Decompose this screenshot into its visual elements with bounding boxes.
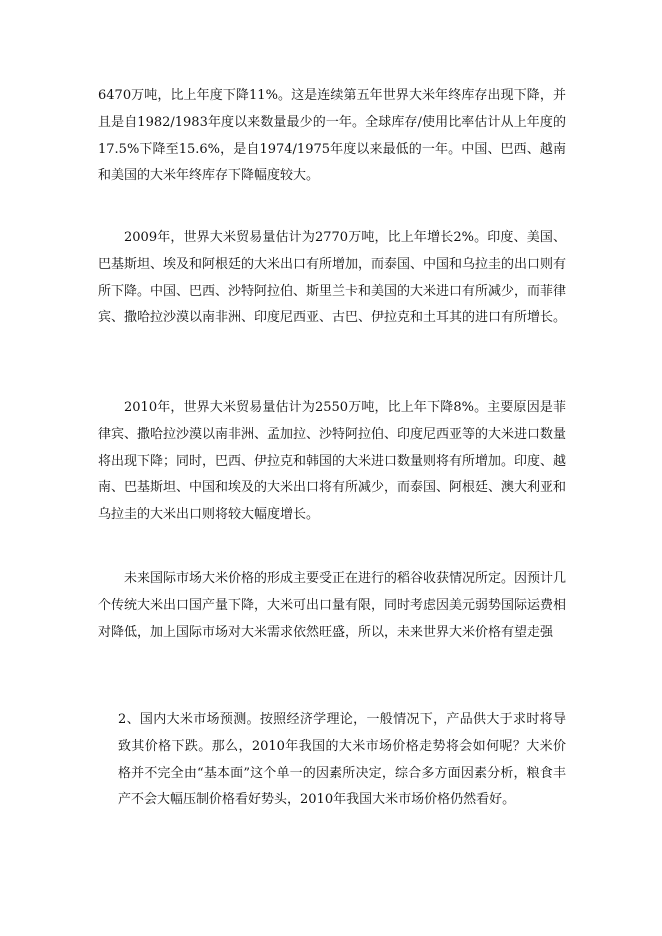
- paragraph-world-rice-stocks: 6470万吨，比上年度下降11%。这是连续第五年世界大米年终库存出现下降，并且是自1982/1983年度以来数量最少的一年。全球库存/使用比率估计从上年度的17.5%下降至15.6%，是自1974/1975年度以来最低的一年。中国、巴西、越南和美国的大米年终库存下降幅度较大。: [98, 88, 566, 184]
- paragraph-2010-rice-trade: 2010年，世界大米贸易量估计为2550万吨，比上年下降8%。主要原因是菲律宾、撒哈拉沙漠以南非洲、孟加拉、沙特阿拉伯、印度尼西亚等的大米进口数量将出现下降；同时，巴西、伊拉克和韩国的大米进口数量则将有所增加。印度、越南、巴基斯坦、中国和埃及的大米出口将有所减少，而泰国、阿根廷、澳大利亚和乌拉圭的大米出口则将较大幅度增长。: [98, 400, 567, 523]
- paragraph-2009-rice-trade: 2009年，世界大米贸易量估计为2770万吨，比上年增长2%。印度、美国、巴基斯坦、埃及和阿根廷的大米出口有所增加，而泰国、中国和乌拉圭的出口则有所下降。中国、巴西、沙特阿拉伯、斯里兰卡和美国的大米进口有所减少，而菲律宾、撒哈拉沙漠以南非洲、印度尼西亚、古巴、伊拉克和土耳其的进口有所增长。: [98, 230, 567, 326]
- paragraph-international-price-outlook: 未来国际市场大米价格的形成主要受正在进行的稻谷收获情况所定。因预计几个传统大米出口国产量下降，大米可出口量有限，同时考虑因美元弱势国际运费相对降低，加上国际市场对大米需求依然旺盛，所以，未来世界大米价格有望走强: [98, 571, 567, 640]
- paragraph-domestic-market-forecast: 2、国内大米市场预测。按照经济学理论，一般情况下，产品供大于求时将导致其价格下跌。那么，2010年我国的大米市场价格走势将会如何呢？大米价格并不完全由“基本面”这个单一的因素所决定，综合多方面因素分析，粮食丰产不会大幅压制价格看好势头，2010年我国大米市场价格仍然看好。: [118, 712, 566, 808]
